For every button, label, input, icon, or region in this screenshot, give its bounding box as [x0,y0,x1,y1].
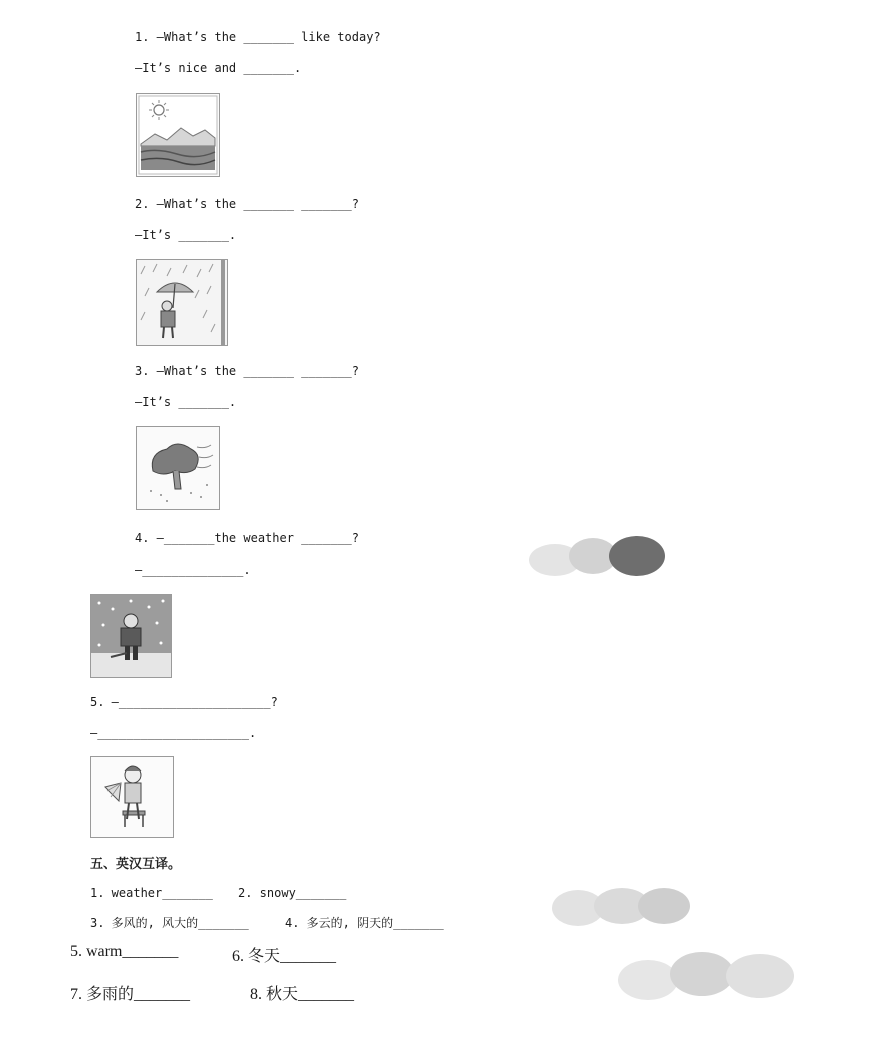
exercise-5-question: 5. —_____________________? [90,695,278,709]
snowy-child-picture [90,594,172,678]
exercise-2-question: 2. —What’s the _______ _______? [135,197,359,211]
exercise-1-question: 1. —What’s the _______ like today? [135,30,381,44]
translation-item-8: 8. 秋天_______ [250,986,355,1003]
rain-umbrella-picture [136,259,228,346]
translation-item-5: 5. warm_______ [70,943,179,960]
exercise-2-answer: —It’s _______. [135,228,237,242]
smudge-mark-2 [540,882,700,932]
exercise-3-answer: —It’s _______. [135,395,237,409]
translation-item-4: 4. 多云的, 阴天的_______ [285,916,444,930]
exercise-3-question: 3. —What’s the _______ _______? [135,364,359,378]
hot-child-fan-illustration [91,757,173,837]
section-5-heading: 五、英汉互译。 [90,857,182,872]
sunny-mountain-picture [136,93,220,177]
sunny-mountain-illustration [137,94,219,176]
exercise-4-answer: —______________. [135,563,251,577]
hot-child-fan-picture [90,756,174,838]
translation-item-2: 2. snowy_______ [238,886,347,900]
windy-tree-picture [136,426,220,510]
smudge-mark-1 [515,530,675,586]
exercise-5-answer: —_____________________. [90,726,257,740]
exercise-4-question: 4. —_______the weather _______? [135,531,359,545]
rain-umbrella-illustration [137,260,227,345]
translation-item-7: 7. 多雨的_______ [70,986,191,1003]
translation-item-1: 1. weather_______ [90,886,213,900]
translation-item-6: 6. 冬天_______ [232,948,337,965]
exercise-1-answer: —It’s nice and _______. [135,61,302,75]
translation-item-3: 3. 多风的, 风大的_______ [90,916,249,930]
windy-tree-illustration [137,427,219,509]
snowy-child-illustration [91,595,171,677]
smudge-mark-3 [608,944,808,1008]
